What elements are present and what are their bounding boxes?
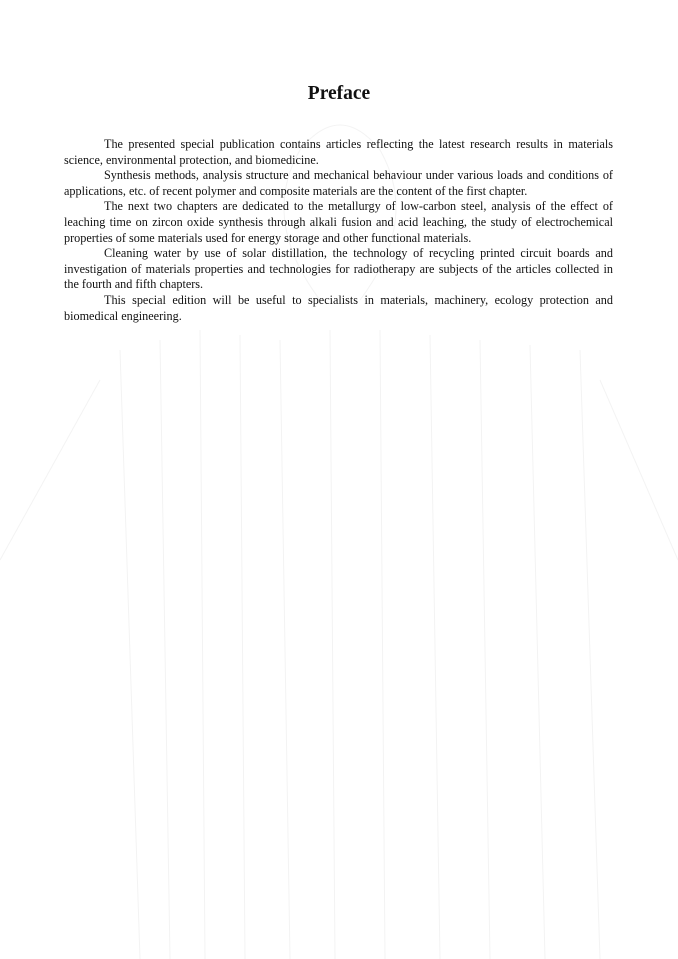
- paragraph: Cleaning water by use of solar distillation, the technology of recycling printed circuit boards and investigation of materials properties and technologies for radiotherapy are subjects of the articles collected in the fourth and fifth chapters.: [64, 246, 613, 292]
- paragraph: The next two chapters are dedicated to the metallurgy of low-carbon steel, analysis of the effect of leaching time on zircon oxide synthesis through alkali fusion and acid leaching, the study of electrochemical properties of some materials used for energy storage and other functional materials.: [64, 199, 613, 245]
- preface-body: [64, 137, 613, 324]
- paragraph: Synthesis methods, analysis structure and mechanical behaviour under various loads and conditions of applications, etc. of recent polymer and composite materials are the content of the first chapter.: [64, 168, 613, 198]
- paragraph: This special edition will be useful to specialists in materials, machinery, ecology protection and biomedical engineering.: [64, 292, 613, 323]
- page-title: Preface: [307, 83, 371, 104]
- paragraph: The presented special publication contains articles reflecting the latest research results in materials science, environmental protection, and biomedicine.: [64, 137, 613, 167]
